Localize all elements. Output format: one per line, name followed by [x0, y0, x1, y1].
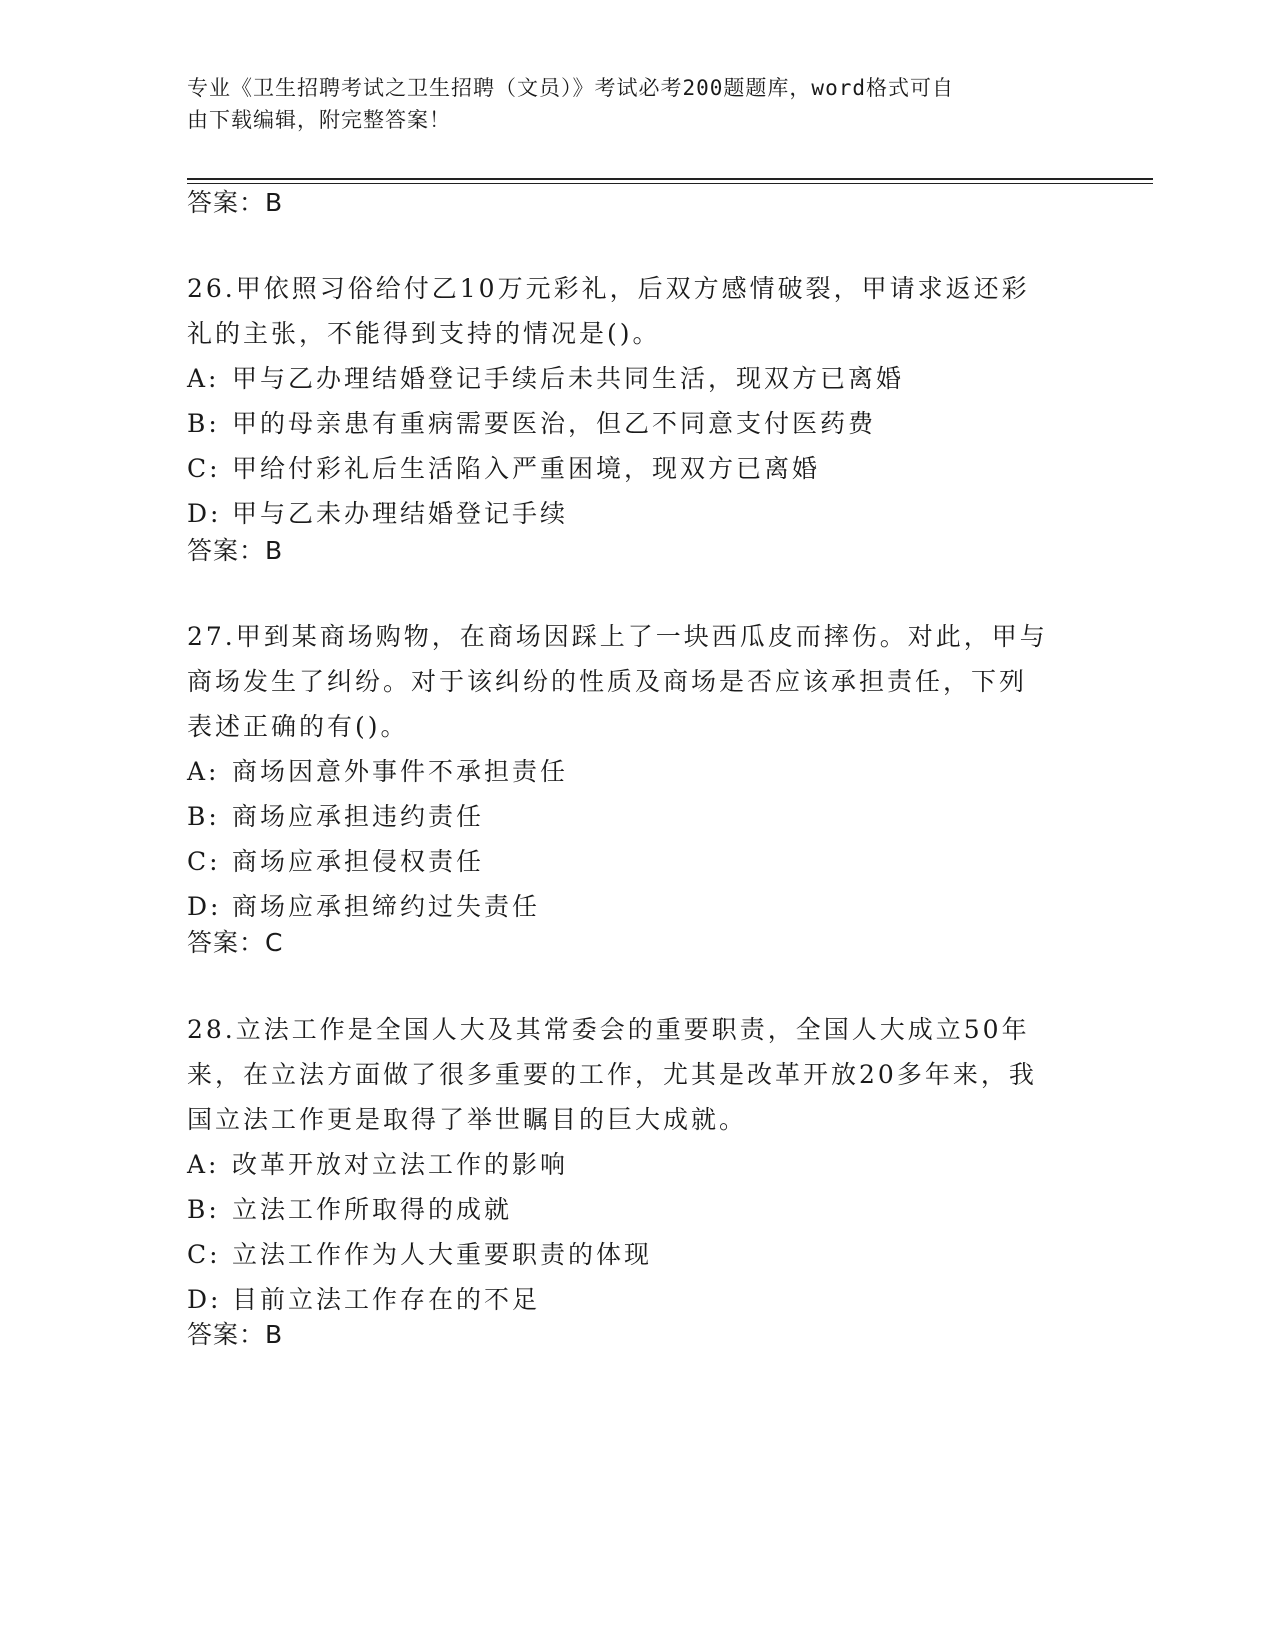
- question-stem: 28.立法工作是全国人大及其常委会的重要职责，全国人大成立50年: [187, 1015, 1030, 1044]
- option-a: [187, 749, 1087, 794]
- header-divider: [187, 178, 1153, 180]
- answer-label: 答案：C: [187, 928, 284, 957]
- option-d: [187, 491, 1087, 536]
- option-key: A:: [187, 1150, 220, 1179]
- option-key: B:: [187, 1195, 220, 1224]
- option-key: C:: [187, 847, 221, 876]
- question-stem: 来，在立法方面做了很多重要的工作，尤其是改革开放20多年来，我: [187, 1060, 1037, 1089]
- option-text: 立法工作所取得的成就: [232, 1195, 513, 1224]
- option-d: [187, 884, 1087, 929]
- question-stem: 27.甲到某商场购物，在商场因踩上了一块西瓜皮而摔伤。对此，甲与: [187, 622, 1048, 651]
- option-key: D:: [187, 1285, 222, 1314]
- question-stem: 商场发生了纠纷。对于该纠纷的性质及商场是否应该承担责任，下列: [187, 667, 1028, 696]
- option-key: D:: [187, 499, 222, 528]
- option-text: 甲与乙未办理结婚登记手续: [232, 499, 569, 528]
- option-text: 改革开放对立法工作的影响: [232, 1150, 569, 1179]
- header-line: 由下载编辑，附完整答案！: [187, 108, 451, 132]
- option-key: A:: [187, 757, 220, 786]
- option-c: [187, 839, 1087, 884]
- question-stem: 礼的主张，不能得到支持的情况是()。: [187, 319, 661, 348]
- question-stem: 国立法工作更是取得了举世瞩目的巨大成就。: [187, 1105, 748, 1134]
- option-key: A:: [187, 364, 220, 393]
- option-key: C:: [187, 454, 221, 483]
- option-key: B:: [187, 409, 220, 438]
- option-text: 立法工作作为人大重要职责的体现: [232, 1240, 653, 1269]
- option-b: [187, 794, 1087, 839]
- option-text: 目前立法工作存在的不足: [232, 1285, 541, 1314]
- option-key: D:: [187, 892, 222, 921]
- option-text: 商场应承担违约责任: [232, 802, 485, 831]
- option-a: [187, 356, 1087, 401]
- option-d: [187, 1277, 1087, 1322]
- header-line: 专业《卫生招聘考试之卫生招聘（文员）》考试必考200题题库，word格式可自: [187, 76, 954, 100]
- answer-label: 答案：B: [187, 1320, 284, 1349]
- option-text: 商场应承担缔约过失责任: [232, 892, 541, 921]
- option-text: 甲与乙办理结婚登记手续后未共同生活，现双方已离婚: [232, 364, 905, 393]
- option-c: [187, 1232, 1087, 1277]
- question-26: [187, 266, 1087, 536]
- option-key: C:: [187, 1240, 221, 1269]
- option-c: [187, 446, 1087, 491]
- question-27: [187, 614, 1087, 929]
- answer-label: 答案：B: [187, 536, 284, 565]
- option-text: 甲的母亲患有重病需要医治，但乙不同意支付医药费: [232, 409, 877, 438]
- option-a: [187, 1142, 1087, 1187]
- option-key: B:: [187, 802, 220, 831]
- question-stem: 26.甲依照习俗给付乙10万元彩礼，后双方感情破裂，甲请求返还彩: [187, 274, 1030, 303]
- header-divider-thin: [187, 183, 1153, 184]
- answer-label: 答案：B: [187, 188, 284, 217]
- option-text: 商场因意外事件不承担责任: [232, 757, 569, 786]
- option-b: [187, 1187, 1087, 1232]
- option-b: [187, 401, 1087, 446]
- option-text: 商场应承担侵权责任: [232, 847, 485, 876]
- document-header: [187, 72, 1067, 136]
- question-28: [187, 1007, 1087, 1322]
- option-text: 甲给付彩礼后生活陷入严重困境，现双方已离婚: [232, 454, 821, 483]
- question-stem: 表述正确的有()。: [187, 712, 409, 741]
